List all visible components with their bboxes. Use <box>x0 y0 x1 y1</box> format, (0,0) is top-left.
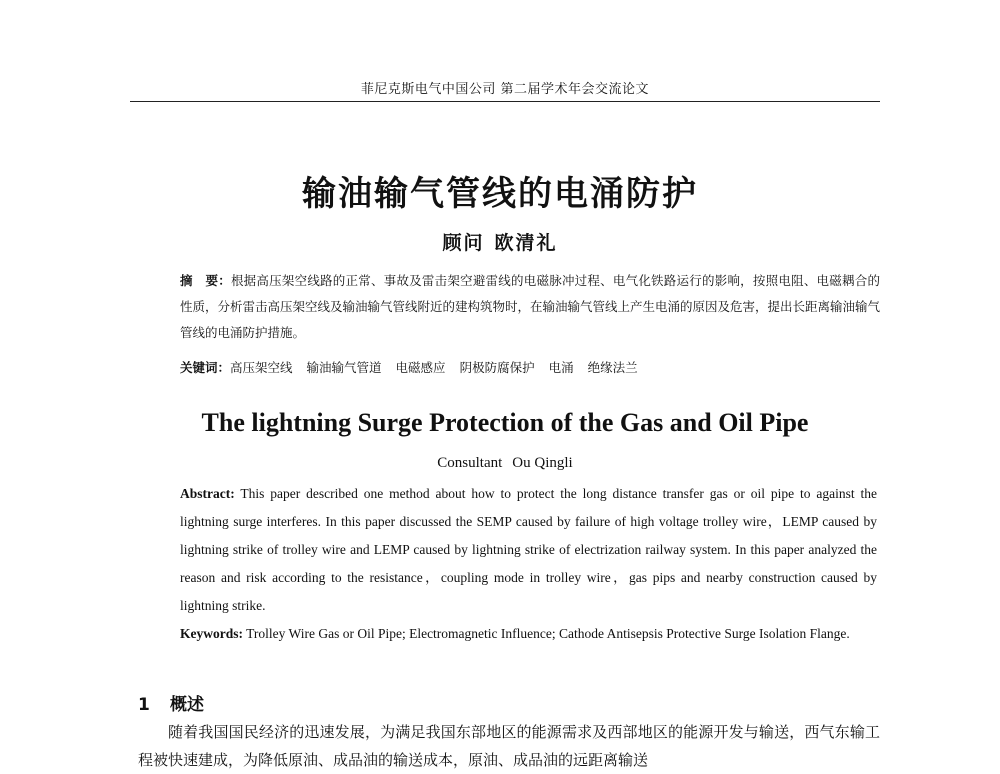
author-name-chinese: 欧清礼 <box>494 232 558 254</box>
keyword-chinese: 阴极防腐保护 <box>459 360 535 375</box>
keywords-chinese <box>180 355 880 381</box>
section-number: 1 <box>138 695 150 715</box>
abstract-chinese-text: 根据高压架空线路的正常、事故及雷击架空避雷线的电磁脉冲过程、电气化铁路运行的影响，按照电阻、电磁耦合的性质，分析雷击高压架空线及输油输气管线附近的建构筑物时，在输油输气管线上产生电涌的原因及危害，提出长距离输油输气管线的电涌防护措施。 <box>180 273 881 340</box>
abstract-english-label: Abstract: <box>180 486 235 501</box>
keyword-chinese: 电磁感应 <box>395 360 446 375</box>
header-rule <box>130 101 880 102</box>
keyword-chinese: 电涌 <box>548 360 574 375</box>
paper-title-chinese: 输油输气管线的电涌防护 <box>302 174 698 214</box>
author-role-english: Consultant <box>437 455 503 471</box>
keywords-english <box>180 620 877 648</box>
section-title: 概述 <box>170 695 204 715</box>
keywords-chinese-label: 关键词： <box>180 360 231 375</box>
keyword-chinese: 输油输气管道 <box>306 360 382 375</box>
keyword-chinese: 高压架空线 <box>230 360 293 375</box>
author-line-english <box>0 455 1000 472</box>
section-body-text: 随着我国国民经济的迅速发展，为满足我国东部地区的能源需求及西部地区的能源开发与输送，西气东输工程被快速建成，为降低原油、成品油的输送成本，原油、成品油的远距离输送 <box>138 723 880 769</box>
abstract-english-text: This paper described one method about how to protect the long distance transfer gas or oil pipe to against the lightning surge interferes. In this paper discussed the SEMP caused by failure of high voltage trolley wire，LEMP caused by lightning strike of trolley wire and LEMP caused by lightning strike of electrization railway system. In this paper analyzed the reason and risk according to the resistance，coupling mode in trolley wire，gas pips and nearby construction caused by lightning strike. <box>180 486 877 613</box>
section-heading <box>138 690 204 715</box>
running-header: 菲尼克斯电气中国公司 第二届学术年会交流论文 <box>360 82 650 97</box>
paper-title-english: The lightning Surge Protection of the Gas and Oil Pipe <box>201 408 809 437</box>
abstract-chinese <box>180 268 880 346</box>
abstract-chinese-label: 摘 要： <box>180 273 231 288</box>
author-name-english: Ou Qingli <box>512 455 573 471</box>
keyword-chinese: 绝缘法兰 <box>587 360 638 375</box>
keywords-english-label: Keywords: <box>180 626 243 641</box>
keywords-english-text: Trolley Wire Gas or Oil Pipe; Electromagnetic Influence; Cathode Antisepsis Protective Surge Isolation Flange. <box>243 626 850 641</box>
abstract-english <box>180 480 877 620</box>
author-line-chinese <box>0 228 1000 255</box>
author-role-chinese: 顾问 <box>442 232 485 254</box>
